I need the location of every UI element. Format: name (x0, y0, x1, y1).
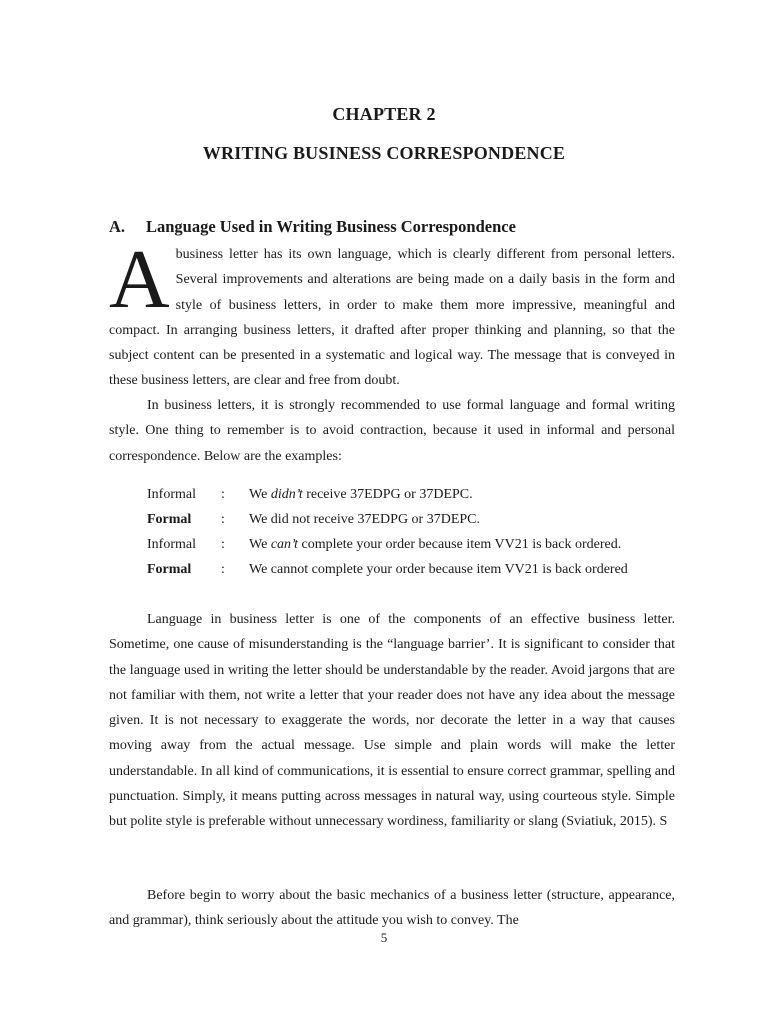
paragraph-4: Before begin to worry about the basic mechanics of a business letter (structure, appearance, and grammar), think seriously about the attitude you wish to convey. The (109, 888, 675, 929)
example-colon: : (221, 537, 225, 552)
example-label: Formal (147, 512, 192, 527)
paragraph-2: In business letters, it is strongly recommended to use formal language and formal writing style. One thing to remember is to avoid contraction, because it used in informal and personal correspondence. Below are the examples: (109, 398, 675, 464)
section-title: Language Used in Writing Business Correspondence (146, 217, 516, 236)
chapter-heading: CHAPTER 2 (332, 104, 436, 124)
example-row (147, 482, 628, 507)
paragraph-3: Language in business letter is one of the components of an effective business letter. Sometime, one cause of misunderstanding is the “language barrier’. It is significant to consider that the language used in writing the letter should be understandable by the reader. Avoid jargons that are not familiar with them, not write a letter that your reader does not have any idea about the message given. It is not necessary to exaggerate the words, nor decorate the letter in a way that causes moving away from the actual message. Use simple and plain words will make the letter understandable. In all kind of communications, it is essential to ensure correct grammar, spelling and punctuation. Simply, it means putting across messages in natural way, using courteous style. Simple but polite style is preferable without unnecessary wordiness, familiarity or slang (Sviatiuk, 2015). S (109, 612, 675, 830)
drop-cap: A (109, 233, 170, 326)
paragraph-1 (109, 233, 675, 394)
examples-list (147, 482, 628, 582)
chapter-title: WRITING BUSINESS CORRESPONDENCE (202, 143, 566, 163)
example-label: Formal (147, 562, 192, 577)
example-colon: : (221, 562, 225, 577)
example-colon: : (221, 512, 225, 527)
example-contraction: can’t (270, 537, 299, 552)
example-text: We can’t complete your order because item VV21 is back ordered. (249, 537, 622, 552)
paragraph-1-text: business letter has its own language, which is clearly different from personal letters. Several improvements and alterations are being made on a daily basis in the form and style of business letters, in order to make them more impressive, meaningful and compact. In arranging business letters, it drafted after proper thinking and planning, so that the subject content can be presented in a systematic and logical way. The message that is conveyed in these business letters, are clear and free from doubt. (109, 247, 675, 389)
example-contraction: didn’t (270, 487, 303, 502)
example-colon: : (221, 487, 225, 502)
section-heading (109, 217, 516, 237)
page-number: 5 (380, 930, 388, 945)
section-number: A. (109, 217, 126, 236)
example-text: We cannot complete your order because item VV21 is back ordered (249, 562, 628, 577)
example-label: Informal (147, 487, 196, 502)
example-row (147, 557, 628, 582)
example-label: Informal (147, 537, 196, 552)
example-text: We didn’t receive 37EDPG or 37DEPC. (249, 487, 473, 502)
example-text: We did not receive 37EDPG or 37DEPC. (249, 512, 480, 527)
example-row (147, 532, 628, 557)
example-row (147, 507, 628, 532)
